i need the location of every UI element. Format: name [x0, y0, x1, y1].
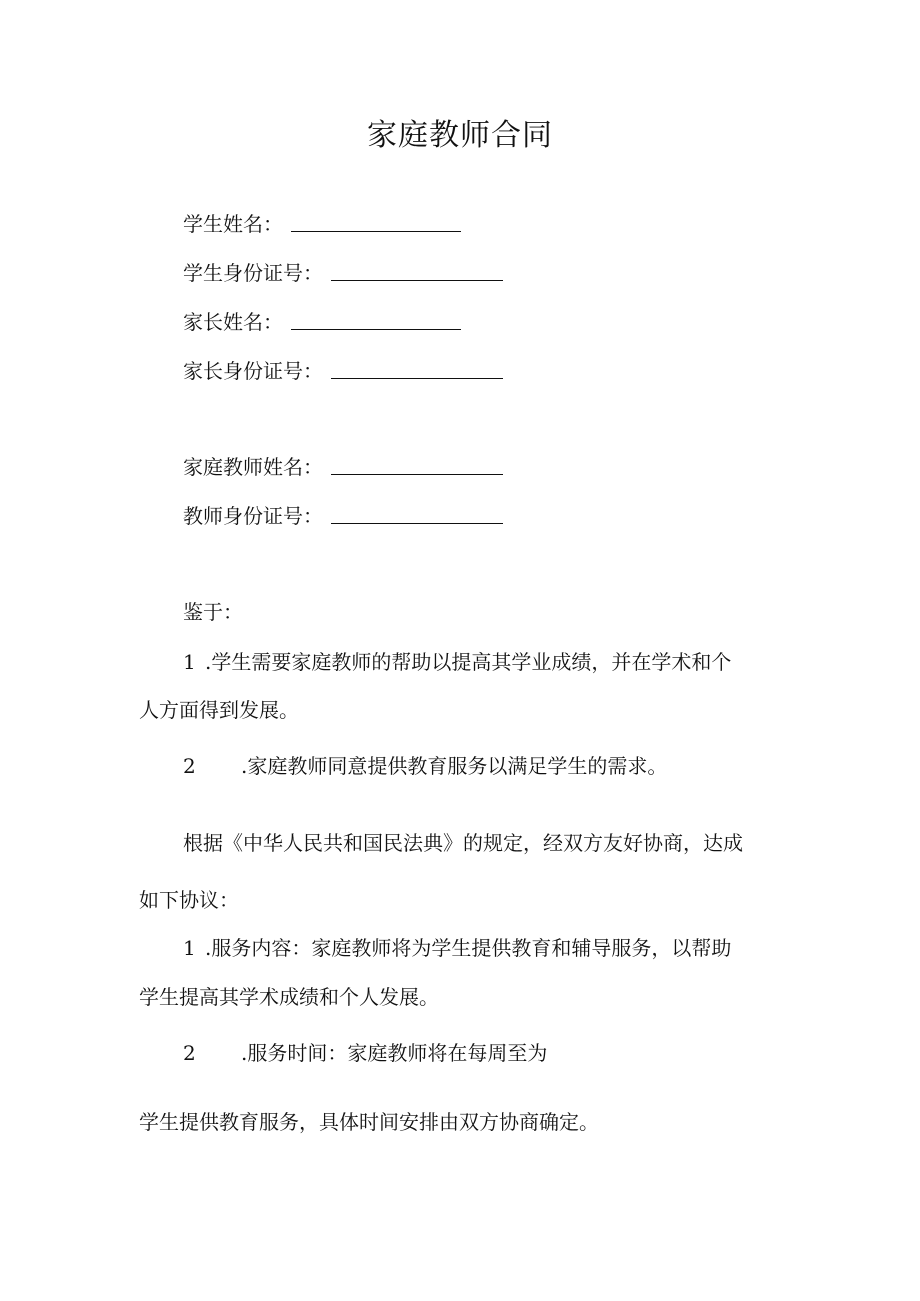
tutor-name-blank[interactable] [331, 454, 503, 475]
agreement-intro-line-2: 如下协议： [139, 888, 239, 912]
parent-id-label: 家长身份证号： [183, 359, 323, 383]
clause-1-line-1 [183, 934, 731, 962]
student-id-label: 学生身份证号： [183, 261, 323, 285]
tutor-id-blank[interactable] [331, 503, 503, 524]
recitals-heading: 鉴于： [183, 600, 243, 624]
parent-id-field [183, 357, 503, 385]
clause-1-line-2: 学生提高其学术成绩和个人发展。 [139, 985, 439, 1009]
parent-name-blank[interactable] [291, 309, 461, 330]
clause-1-number: 1 [183, 936, 196, 960]
student-name-blank[interactable] [291, 211, 461, 232]
parent-name-field [183, 308, 461, 336]
tutor-id-label: 教师身份证号： [183, 504, 323, 528]
student-name-field [183, 210, 461, 238]
parent-id-blank[interactable] [331, 358, 503, 379]
recital-item-2 [183, 752, 667, 780]
recital-item-1-line-1 [183, 648, 731, 676]
clause-2-text: .服务时间：家庭教师将在每周至为 [241, 1041, 548, 1065]
page-title: 家庭教师合同 [367, 118, 553, 153]
clause-1-text: .服务内容：家庭教师将为学生提供教育和辅导服务，以帮助 [205, 936, 732, 960]
student-id-field [183, 259, 503, 287]
recital-item-1-number: 1 [183, 650, 196, 674]
student-name-label: 学生姓名： [183, 212, 283, 236]
clause-2-line-1 [183, 1039, 547, 1067]
tutor-name-label: 家庭教师姓名： [183, 455, 323, 479]
recital-item-1-line-2: 人方面得到发展。 [139, 698, 299, 722]
tutor-id-field [183, 502, 503, 530]
recital-item-2-number: 2 [183, 754, 196, 778]
clause-2-line-2: 学生提供教育服务，具体时间安排由双方协商确定。 [139, 1110, 599, 1134]
parent-name-label: 家长姓名： [183, 310, 283, 334]
tutor-name-field [183, 453, 503, 481]
recital-item-1-text: .学生需要家庭教师的帮助以提高其学业成绩，并在学术和个 [205, 650, 732, 674]
agreement-intro-line-1: 根据《中华人民共和国民法典》的规定，经双方友好协商，达成 [183, 831, 743, 855]
recital-item-2-text: .家庭教师同意提供教育服务以满足学生的需求。 [241, 754, 668, 778]
student-id-blank[interactable] [331, 260, 503, 281]
clause-2-number: 2 [183, 1041, 196, 1065]
